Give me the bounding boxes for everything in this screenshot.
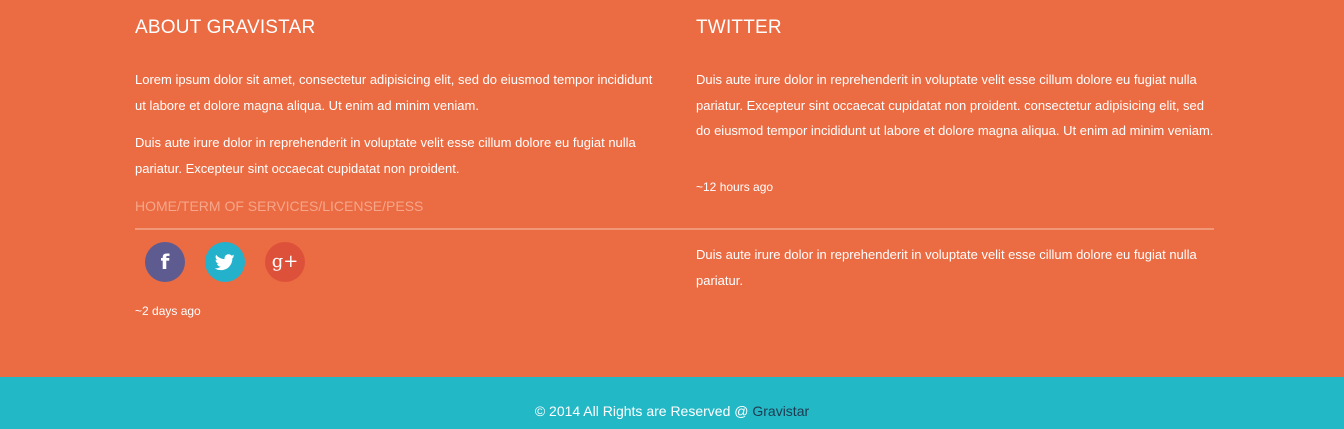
- about-paragraph-1: Lorem ipsum dolor sit amet, consectetur adipisicing elit, sed do eiusmod tempor incididunt ut labore et dolore magna aliqua. Ut enim ad minim veniam.: [135, 72, 653, 113]
- link-separator: /: [382, 198, 387, 214]
- copyright-bar: [0, 377, 1344, 429]
- link-pess[interactable]: PESS: [386, 198, 424, 214]
- link-terms-of-services[interactable]: TERM OF SERVICES: [180, 198, 319, 214]
- twitter-heading: TWITTER: [696, 17, 782, 38]
- copyright-text: [0, 401, 1344, 421]
- brand-link[interactable]: Gravistar: [752, 403, 810, 419]
- link-license[interactable]: LICENSE: [322, 198, 383, 214]
- tweet-1-text: Duis aute irure dolor in reprehenderit in voluptate velit esse cillum dolore eu fugiat nulla pariatur. Excepteur sint occaecat cupidatat non proident. consectetur adipisicing elit, sed do eiusmod tempor incididunt ut labore et dolore magna aliqua. Ut enim ad minim veniam.: [696, 72, 1214, 138]
- footer-divider: [135, 228, 1214, 230]
- copyright-prefix: © 2014 All Rights are Reserved @: [534, 403, 753, 419]
- facebook-button[interactable]: [145, 242, 185, 282]
- about-paragraph-2: Duis aute irure dolor in reprehenderit in voluptate velit esse cillum dolore eu fugiat nulla pariatur. Excepteur sint occaecat cupidatat non proident.: [135, 135, 636, 176]
- about-heading: ABOUT GRAVISTAR: [135, 17, 316, 38]
- tweet-2-text: Duis aute irure dolor in reprehenderit in voluptate velit esse cillum dolore eu fugiat nulla pariatur.: [696, 247, 1197, 288]
- twitter-button[interactable]: [205, 242, 245, 282]
- tweet-1-timestamp: ~12 hours ago: [696, 180, 774, 194]
- footer-links: [135, 196, 423, 216]
- link-separator: /: [318, 198, 323, 214]
- link-home[interactable]: HOME: [135, 198, 177, 214]
- about-timestamp: ~2 days ago: [135, 304, 201, 318]
- twitter-bird-icon: [215, 254, 235, 271]
- googleplus-icon: g+: [271, 251, 299, 272]
- facebook-icon: f: [160, 250, 170, 274]
- googleplus-button[interactable]: [265, 242, 305, 282]
- link-separator: /: [177, 198, 181, 214]
